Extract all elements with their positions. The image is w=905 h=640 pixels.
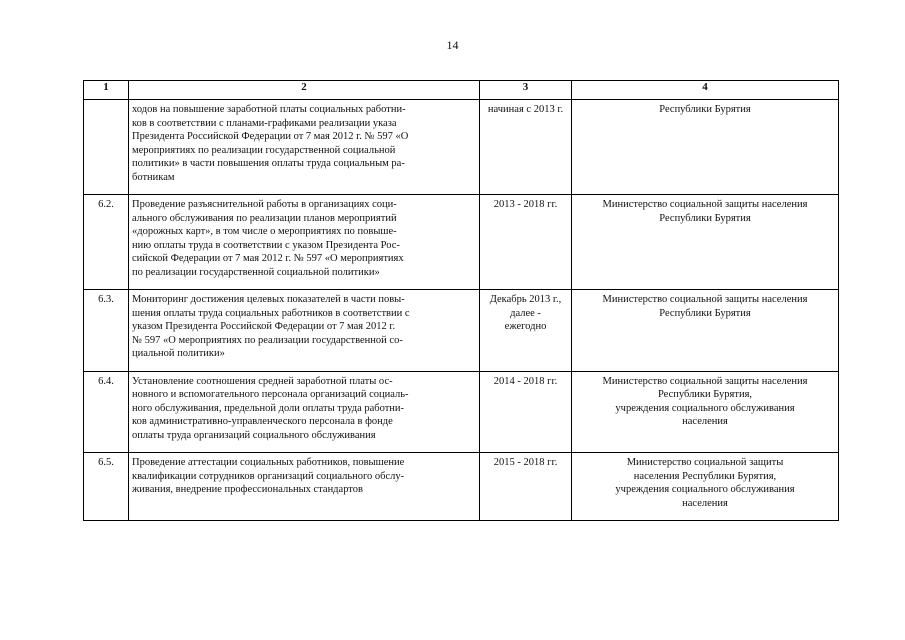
measure-description-line: «дорожных карт», в том числе о мероприятиях по повыше-: [132, 226, 397, 237]
item-number: 6.2.: [84, 195, 129, 290]
measure-description-line: указом Президента Российской Федерации от 7 мая 2012 г.: [132, 321, 396, 332]
measure-description-line: Президента Российской Федерации от 7 мая 2012 г. № 597 «О: [132, 131, 409, 142]
measure-description-line: Проведение разъяснительной работы в организациях соци-: [132, 199, 397, 210]
measure-description-line: мероприятиях по реализации государственной социальной: [132, 144, 396, 156]
implementation-period-line: далее -: [510, 307, 541, 319]
measure-description-line: политики» в части повышения оплаты труда социальным ра-: [132, 158, 405, 169]
measure-description: [129, 290, 480, 372]
table-header-row: [84, 81, 839, 100]
item-number: 6.4.: [84, 371, 129, 453]
measure-description-line: ходов на повышение заработной платы социальных работни-: [132, 104, 406, 115]
table-row: [84, 195, 839, 290]
column-header: 4: [572, 81, 839, 100]
measure-description-line: по реализации государственной социальной политики»: [132, 266, 380, 278]
responsible-party-line: учреждения социального обслуживания: [615, 484, 795, 495]
responsible-party-line: Республики Бурятия: [659, 307, 751, 319]
responsible-party-line: Республики Бурятия,: [657, 389, 753, 400]
measure-description-line: Мониторинг достижения целевых показателей в части повы-: [132, 294, 405, 305]
measure-description-line: ного обслуживания, предельной доли оплаты труда работни-: [132, 402, 405, 414]
measure-description-line: ботникам: [132, 171, 175, 183]
implementation-period: [480, 290, 572, 372]
measure-description: [129, 371, 480, 453]
table-row: [84, 371, 839, 453]
responsible-party-line: Министерство социальной защиты: [626, 457, 784, 468]
item-number: 6.3.: [84, 290, 129, 372]
implementation-period-line: Декабрь 2013 г.,: [489, 294, 562, 305]
responsible-party: [572, 290, 839, 372]
measure-description-line: Проведение аттестации социальных работников, повышение: [132, 457, 405, 468]
responsible-party: [572, 195, 839, 290]
responsible-party-line: Республики Бурятия: [659, 212, 751, 224]
responsible-party: [572, 371, 839, 453]
implementation-period: [480, 195, 572, 290]
measure-description-line: ального обслуживания по реализации планов мероприятий: [132, 212, 397, 224]
responsible-party-line: населения: [682, 416, 728, 427]
measure-description-line: шения оплаты труда социальных работников в соответствии с: [132, 307, 410, 319]
item-number: [84, 100, 129, 195]
implementation-period-line: 2014 - 2018 гг.: [493, 375, 558, 387]
column-header: 2: [129, 81, 480, 100]
responsible-party-line: Министерство социальной защиты населения: [602, 294, 808, 305]
measure-description: [129, 195, 480, 290]
table-row: [84, 100, 839, 195]
measure-description-line: нию оплаты труда в соответствии с указом Президента Рос-: [132, 239, 400, 251]
measure-description-line: Установление соотношения средней заработной платы ос-: [132, 375, 393, 387]
responsible-party: [572, 453, 839, 521]
implementation-period: [480, 453, 572, 521]
measure-description-line: сийской Федерации от 7 мая 2012 г. № 597 «О мероприятиях: [132, 253, 404, 264]
measure-description: [129, 453, 480, 521]
measure-description-line: оплаты труда организаций социального обслуживания: [132, 429, 376, 441]
measure-description: [129, 100, 480, 195]
table-row: [84, 453, 839, 521]
measure-description-line: ков административно-управленческого персонала в фонде: [132, 416, 393, 427]
column-header: 1: [84, 81, 129, 100]
measure-description-line: циальной политики»: [132, 348, 225, 359]
implementation-period-line: 2015 - 2018 гг.: [493, 457, 558, 468]
responsible-party-line: Республики Бурятия: [659, 104, 751, 115]
implementation-period-line: 2013 - 2018 гг.: [493, 199, 558, 210]
measures-table: [83, 80, 839, 521]
responsible-party-line: населения: [682, 497, 728, 509]
measure-description-line: ков в соответствии с планами-графиками реализации указа: [132, 117, 397, 129]
measure-description-line: № 597 «О мероприятиях по реализации государственной со-: [132, 334, 403, 346]
responsible-party-line: Министерство социальной защиты населения: [602, 375, 808, 387]
table-body: [84, 100, 839, 521]
table-row: [84, 290, 839, 372]
measure-description-line: квалификации сотрудников организаций социального обслу-: [132, 470, 405, 482]
responsible-party: [572, 100, 839, 195]
implementation-period-line: ежегодно: [504, 321, 547, 332]
page-number: 14: [446, 38, 459, 52]
measure-description-line: живания, внедрение профессиональных стандартов: [132, 484, 363, 495]
responsible-party-line: учреждения социального обслуживания: [615, 402, 795, 414]
responsible-party-line: Министерство социальной защиты населения: [602, 199, 808, 210]
item-number: 6.5.: [84, 453, 129, 521]
responsible-party-line: населения Республики Бурятия,: [633, 470, 777, 482]
implementation-period: [480, 100, 572, 195]
column-header: 3: [480, 81, 572, 100]
implementation-period-line: начиная с 2013 г.: [487, 104, 564, 115]
implementation-period: [480, 371, 572, 453]
measure-description-line: новного и вспомогательного персонала организаций социаль-: [132, 389, 409, 400]
